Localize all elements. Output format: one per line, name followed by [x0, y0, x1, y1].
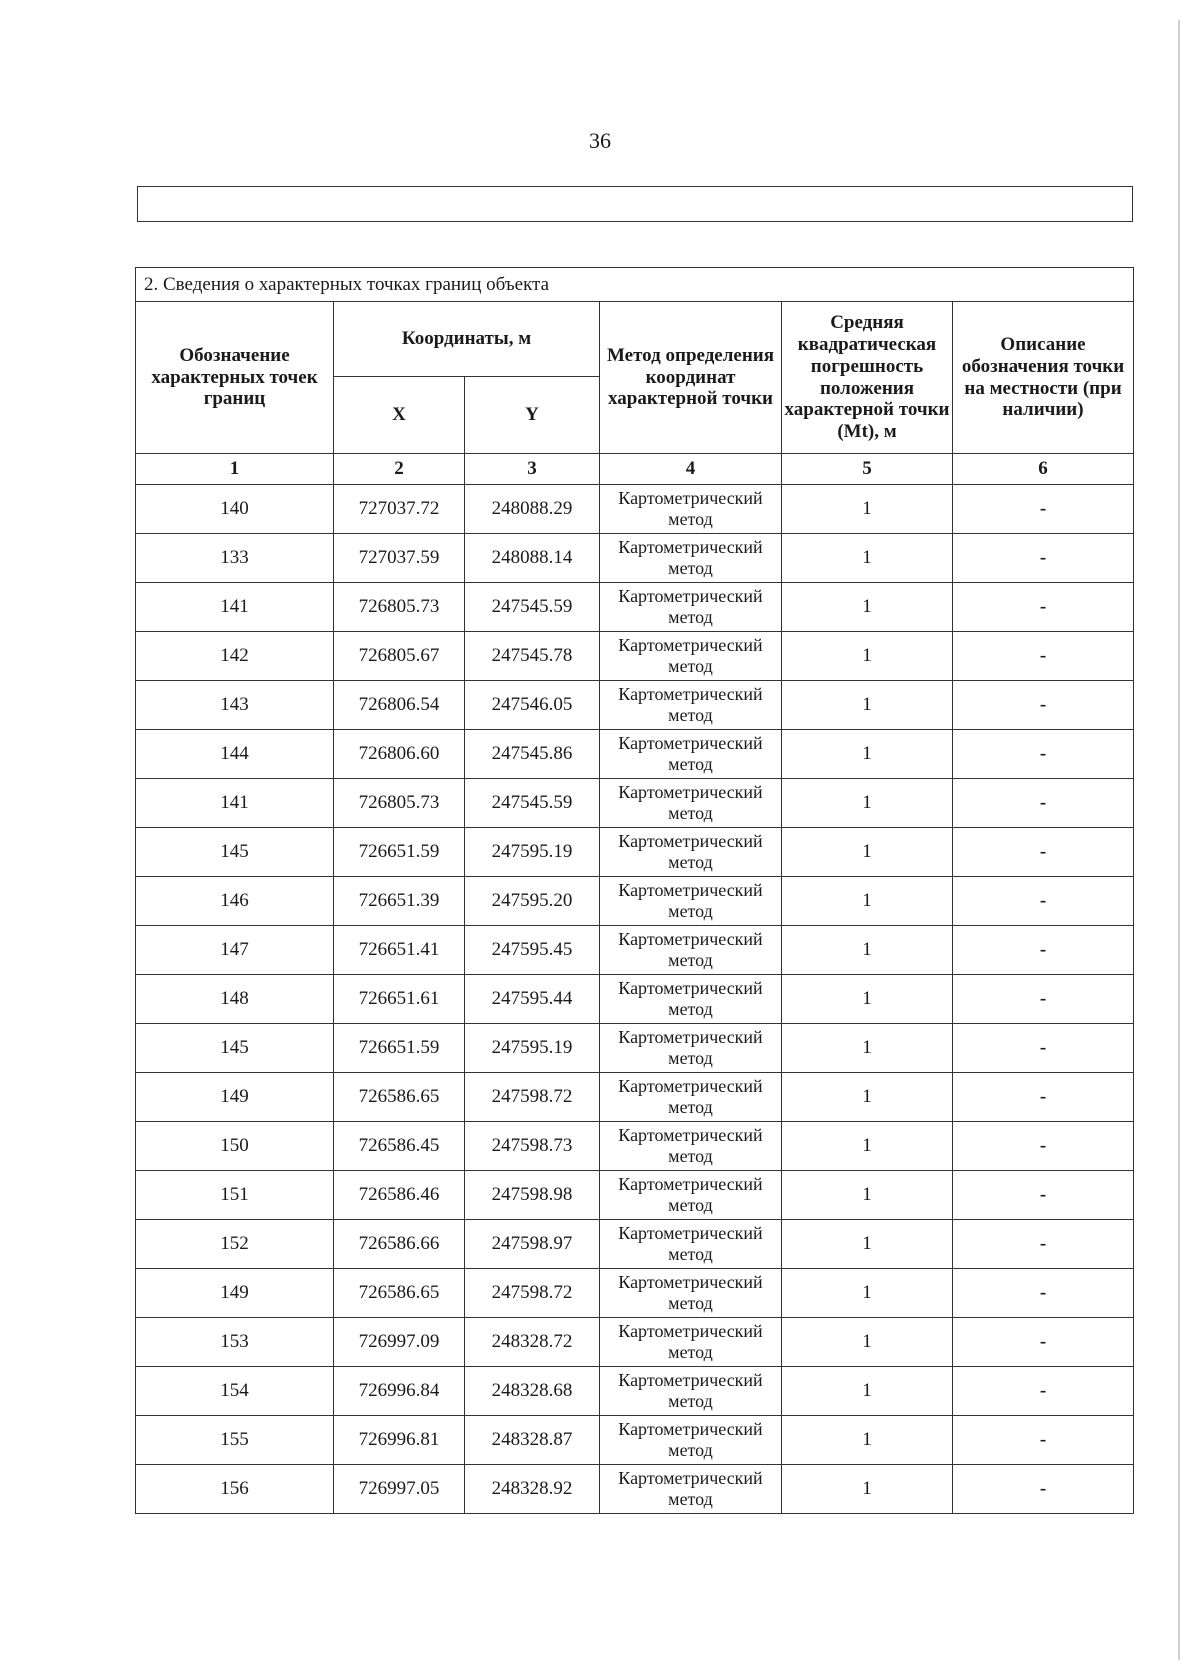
table-row: [136, 681, 1134, 730]
description-cell: -: [953, 1024, 1134, 1073]
table-row: [136, 779, 1134, 828]
point-cell: 145: [136, 1024, 334, 1073]
column-number: 2: [334, 454, 465, 485]
point-cell: 144: [136, 730, 334, 779]
y-cell: 247545.59: [465, 583, 600, 632]
method-cell: Картометрический метод: [600, 583, 782, 632]
column-number: 1: [136, 454, 334, 485]
method-cell: Картометрический метод: [600, 681, 782, 730]
table-body: [136, 485, 1134, 1514]
y-cell: 247595.19: [465, 828, 600, 877]
description-cell: -: [953, 1269, 1134, 1318]
description-cell: -: [953, 583, 1134, 632]
y-cell: 247545.86: [465, 730, 600, 779]
method-cell: Картометрический метод: [600, 1318, 782, 1367]
y-cell: 247595.44: [465, 975, 600, 1024]
x-cell: 726806.54: [334, 681, 465, 730]
method-cell: Картометрический метод: [600, 975, 782, 1024]
table-row: [136, 975, 1134, 1024]
method-cell: Картометрический метод: [600, 1220, 782, 1269]
point-cell: 154: [136, 1367, 334, 1416]
error-cell: 1: [782, 1220, 953, 1269]
x-cell: 726586.65: [334, 1073, 465, 1122]
table-row: [136, 730, 1134, 779]
error-cell: 1: [782, 975, 953, 1024]
column-number-row: [136, 454, 1134, 485]
page-number: 36: [589, 128, 611, 153]
table-row: [136, 1220, 1134, 1269]
error-cell: 1: [782, 730, 953, 779]
description-cell: -: [953, 681, 1134, 730]
table-row: [136, 1416, 1134, 1465]
x-cell: 726805.73: [334, 583, 465, 632]
error-cell: 1: [782, 1073, 953, 1122]
x-cell: 726586.45: [334, 1122, 465, 1171]
error-cell: 1: [782, 1171, 953, 1220]
point-cell: 148: [136, 975, 334, 1024]
description-cell: -: [953, 1416, 1134, 1465]
method-cell: Картометрический метод: [600, 926, 782, 975]
table-row: [136, 1367, 1134, 1416]
boundary-points-table: [135, 267, 1134, 1514]
description-cell: -: [953, 730, 1134, 779]
y-cell: 247598.72: [465, 1073, 600, 1122]
description-cell: -: [953, 1367, 1134, 1416]
x-cell: 726586.46: [334, 1171, 465, 1220]
method-cell: Картометрический метод: [600, 877, 782, 926]
error-cell: 1: [782, 877, 953, 926]
x-cell: 726805.67: [334, 632, 465, 681]
method-cell: Картометрический метод: [600, 779, 782, 828]
error-cell: 1: [782, 1465, 953, 1514]
empty-header-box: [137, 186, 1133, 222]
y-cell: 248328.68: [465, 1367, 600, 1416]
method-cell: Картометрический метод: [600, 632, 782, 681]
y-cell: 247545.59: [465, 779, 600, 828]
table-row: [136, 632, 1134, 681]
description-cell: -: [953, 975, 1134, 1024]
table-row: [136, 877, 1134, 926]
y-cell: 247598.97: [465, 1220, 600, 1269]
error-cell: 1: [782, 1318, 953, 1367]
description-cell: -: [953, 779, 1134, 828]
point-cell: 156: [136, 1465, 334, 1514]
method-cell: Картометрический метод: [600, 828, 782, 877]
header-method: Метод определения координат характерной точки: [600, 302, 782, 454]
column-number: 4: [600, 454, 782, 485]
error-cell: 1: [782, 1269, 953, 1318]
table-row: [136, 1024, 1134, 1073]
point-cell: 152: [136, 1220, 334, 1269]
method-cell: Картометрический метод: [600, 1367, 782, 1416]
y-cell: 248328.72: [465, 1318, 600, 1367]
description-cell: -: [953, 534, 1134, 583]
description-cell: -: [953, 632, 1134, 681]
error-cell: 1: [782, 926, 953, 975]
y-cell: 247598.72: [465, 1269, 600, 1318]
point-cell: 149: [136, 1073, 334, 1122]
y-cell: 247546.05: [465, 681, 600, 730]
method-cell: Картометрический метод: [600, 534, 782, 583]
description-cell: -: [953, 1073, 1134, 1122]
description-cell: -: [953, 1171, 1134, 1220]
table-row: [136, 828, 1134, 877]
method-cell: Картометрический метод: [600, 1024, 782, 1073]
table-row: [136, 1122, 1134, 1171]
y-cell: 247595.20: [465, 877, 600, 926]
error-cell: 1: [782, 681, 953, 730]
error-cell: 1: [782, 534, 953, 583]
column-number: 3: [465, 454, 600, 485]
x-cell: 726997.05: [334, 1465, 465, 1514]
x-cell: 727037.72: [334, 485, 465, 534]
header-x: X: [334, 377, 465, 454]
column-number: 6: [953, 454, 1134, 485]
point-cell: 147: [136, 926, 334, 975]
table-row: [136, 1318, 1134, 1367]
table-row: [136, 1073, 1134, 1122]
x-cell: 726651.59: [334, 1024, 465, 1073]
x-cell: 726651.61: [334, 975, 465, 1024]
x-cell: 726586.66: [334, 1220, 465, 1269]
y-cell: 247595.19: [465, 1024, 600, 1073]
y-cell: 247598.73: [465, 1122, 600, 1171]
point-cell: 155: [136, 1416, 334, 1465]
table-row: [136, 1269, 1134, 1318]
description-cell: -: [953, 1122, 1134, 1171]
method-cell: Картометрический метод: [600, 1465, 782, 1514]
y-cell: 248328.92: [465, 1465, 600, 1514]
table-row: [136, 534, 1134, 583]
method-cell: Картометрический метод: [600, 1171, 782, 1220]
point-cell: 153: [136, 1318, 334, 1367]
method-cell: Картометрический метод: [600, 1269, 782, 1318]
error-cell: 1: [782, 583, 953, 632]
error-cell: 1: [782, 485, 953, 534]
table-row: [136, 1171, 1134, 1220]
point-cell: 149: [136, 1269, 334, 1318]
error-cell: 1: [782, 779, 953, 828]
method-cell: Картометрический метод: [600, 1073, 782, 1122]
header-y: Y: [465, 377, 600, 454]
description-cell: -: [953, 1318, 1134, 1367]
x-cell: 726651.59: [334, 828, 465, 877]
x-cell: 727037.59: [334, 534, 465, 583]
error-cell: 1: [782, 1367, 953, 1416]
description-cell: -: [953, 1220, 1134, 1269]
table-row: [136, 1465, 1134, 1514]
y-cell: 248088.29: [465, 485, 600, 534]
table-row: [136, 926, 1134, 975]
point-cell: 145: [136, 828, 334, 877]
x-cell: 726586.65: [334, 1269, 465, 1318]
error-cell: 1: [782, 1122, 953, 1171]
table-caption: 2. Сведения о характерных точках границ объекта: [136, 268, 1134, 302]
point-cell: 141: [136, 583, 334, 632]
method-cell: Картометрический метод: [600, 730, 782, 779]
method-cell: Картометрический метод: [600, 1416, 782, 1465]
error-cell: 1: [782, 828, 953, 877]
x-cell: 726996.84: [334, 1367, 465, 1416]
error-cell: 1: [782, 1416, 953, 1465]
error-cell: 1: [782, 1024, 953, 1073]
y-cell: 247598.98: [465, 1171, 600, 1220]
point-cell: 140: [136, 485, 334, 534]
y-cell: 248328.87: [465, 1416, 600, 1465]
y-cell: 247545.78: [465, 632, 600, 681]
point-cell: 142: [136, 632, 334, 681]
table-row: [136, 485, 1134, 534]
column-number: 5: [782, 454, 953, 485]
method-cell: Картометрический метод: [600, 1122, 782, 1171]
error-cell: 1: [782, 632, 953, 681]
header-coordinates: Координаты, м: [334, 302, 600, 377]
method-cell: Картометрический метод: [600, 485, 782, 534]
scan-edge-line: [1178, 20, 1180, 1660]
y-cell: 247595.45: [465, 926, 600, 975]
description-cell: -: [953, 926, 1134, 975]
table-row: [136, 583, 1134, 632]
point-cell: 141: [136, 779, 334, 828]
description-cell: -: [953, 828, 1134, 877]
description-cell: -: [953, 485, 1134, 534]
x-cell: 726806.60: [334, 730, 465, 779]
point-cell: 151: [136, 1171, 334, 1220]
y-cell: 248088.14: [465, 534, 600, 583]
x-cell: 726651.39: [334, 877, 465, 926]
point-cell: 133: [136, 534, 334, 583]
header-description: Описание обозначения точки на местности (при наличии): [953, 302, 1134, 454]
x-cell: 726997.09: [334, 1318, 465, 1367]
x-cell: 726805.73: [334, 779, 465, 828]
x-cell: 726651.41: [334, 926, 465, 975]
point-cell: 143: [136, 681, 334, 730]
header-error: Средняя квадратическая погрешность положения характерной точки (Mt), м: [782, 302, 953, 454]
description-cell: -: [953, 877, 1134, 926]
point-cell: 150: [136, 1122, 334, 1171]
point-cell: 146: [136, 877, 334, 926]
x-cell: 726996.81: [334, 1416, 465, 1465]
description-cell: -: [953, 1465, 1134, 1514]
header-point-designation: Обозначение характерных точек границ: [136, 302, 334, 454]
